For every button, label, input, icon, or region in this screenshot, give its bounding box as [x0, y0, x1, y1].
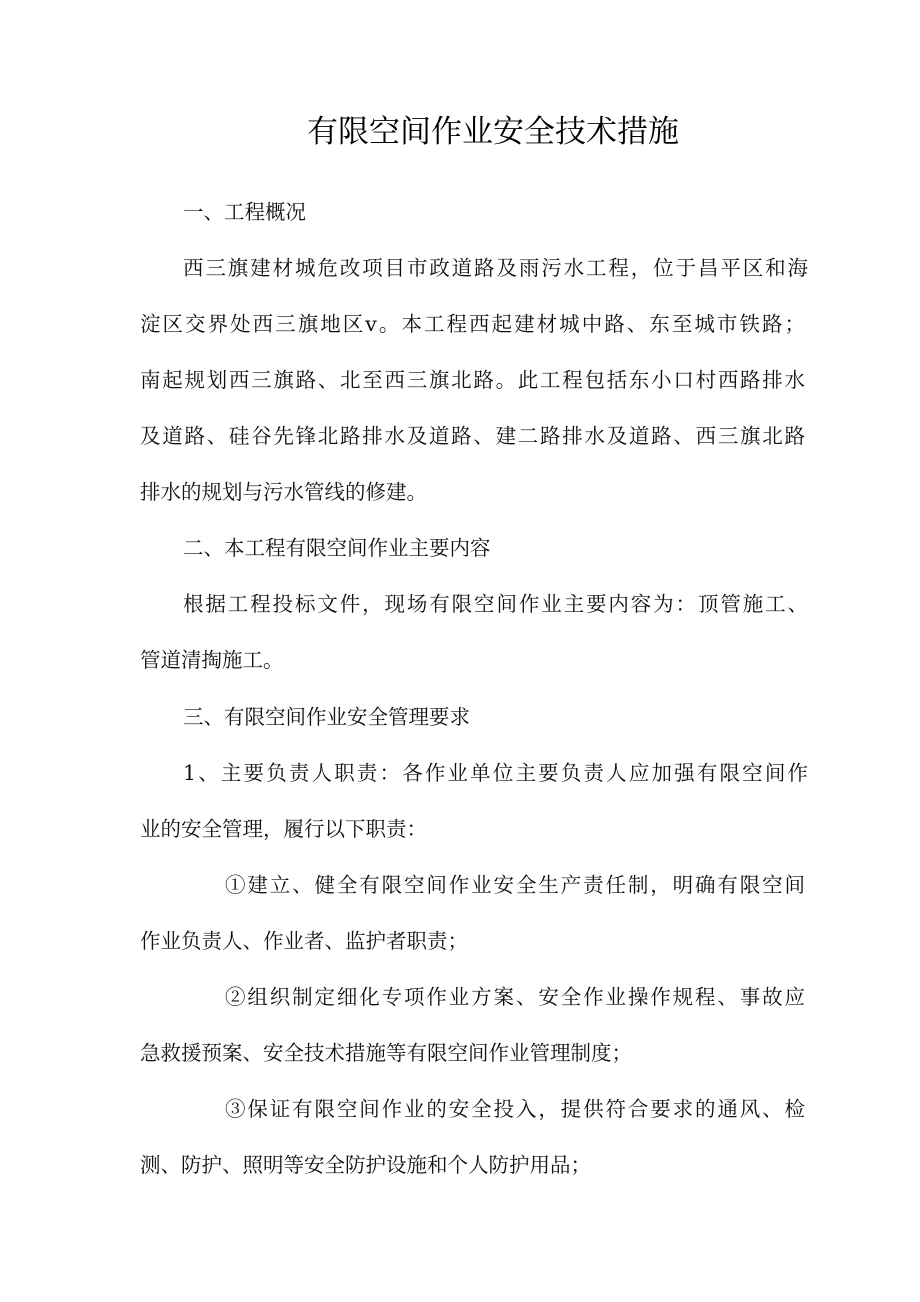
- paragraph-line: 业的安全管理，履行以下职责：: [140, 817, 427, 841]
- paragraph-line: 南起规划西三旗路、北至西三旗北路。此工程包括东小口村西路排水: [140, 368, 805, 392]
- document-title: 有限空间作业安全技术措施: [307, 114, 679, 150]
- paragraph-line: 淀区交界处西三旗地区v。本工程西起建材城中路、东至城市铁路；: [140, 312, 805, 336]
- paragraph-line: 急救援预案、安全技术措施等有限空间作业管理制度；: [140, 1041, 632, 1065]
- paragraph-line: 及道路、硅谷先锋北路排水及道路、建二路排水及道路、西三旗北路: [140, 424, 805, 448]
- paragraph-line: 测、防护、照明等安全防护设施和个人防护用品；: [140, 1153, 591, 1177]
- paragraph-line: 三、有限空间作业安全管理要求: [183, 705, 470, 729]
- paragraph-line: 西三旗建材城危改项目市政道路及雨污水工程，位于昌平区和海: [183, 256, 808, 280]
- paragraph-line: 二、本工程有限空间作业主要内容: [183, 536, 491, 560]
- paragraph-line: 作业负责人、作业者、监护者职责；: [140, 929, 468, 953]
- paragraph-line: ②组织制定细化专项作业方案、安全作业操作规程、事故应: [225, 985, 805, 1009]
- paragraph-line: 根据工程投标文件，现场有限空间作业主要内容为：顶管施工、: [183, 592, 808, 616]
- paragraph-line: ③保证有限空间作业的安全投入，提供符合要求的通风、检: [225, 1097, 805, 1121]
- paragraph-line: 一、工程概况: [183, 200, 306, 224]
- paragraph-line: 管道清掏施工。: [140, 648, 284, 672]
- paragraph-line: 1、主要负责人职责：各作业单位主要负责人应加强有限空间作: [183, 761, 808, 785]
- paragraph-line: ①建立、健全有限空间作业安全生产责任制，明确有限空间: [225, 873, 805, 897]
- paragraph-line: 排水的规划与污水管线的修建。: [140, 480, 427, 504]
